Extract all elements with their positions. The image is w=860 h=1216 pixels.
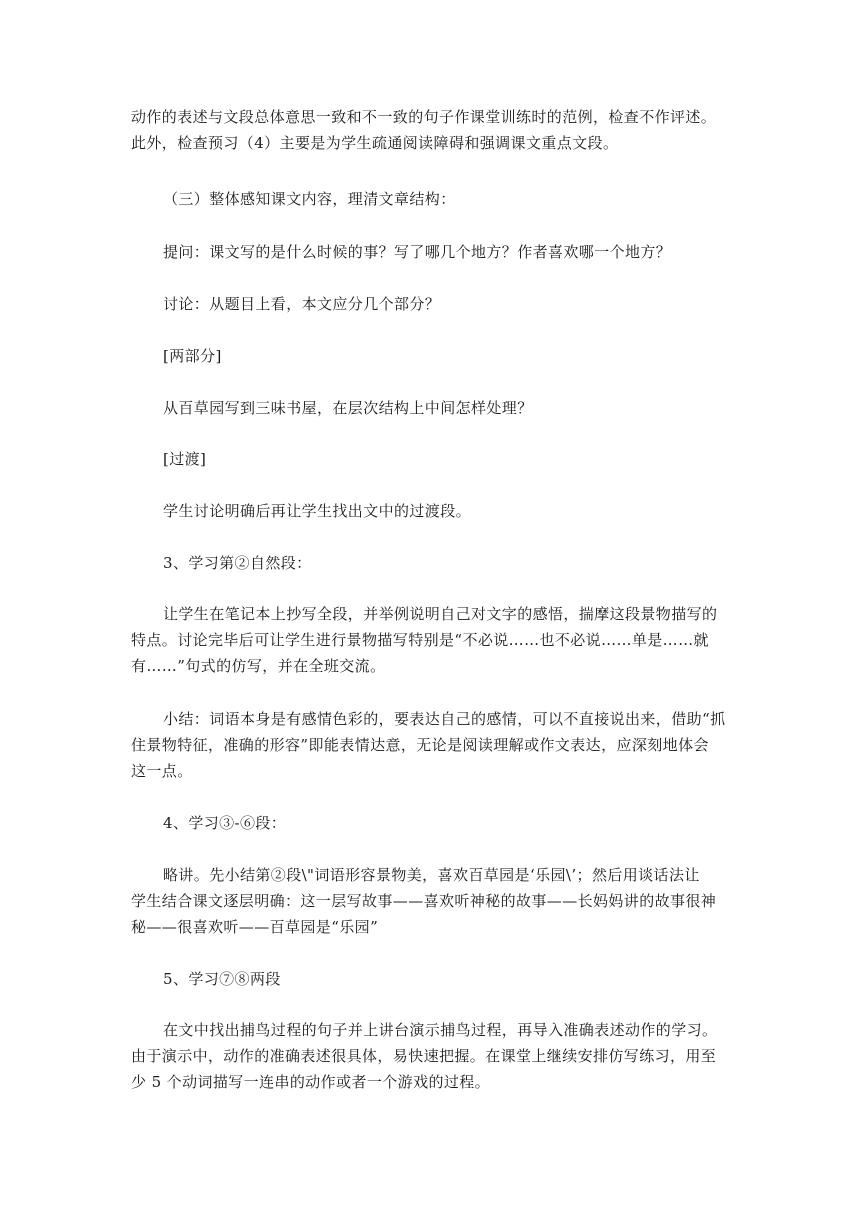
text-line: 略讲。先小结第②段\"词语形容景物美，喜欢百草园是‘乐园\’；然后用谈话法让 — [163, 866, 700, 884]
paragraph-find-transition — [131, 498, 731, 524]
text-line: 此外，检查预习（4）主要是为学生疏通阅读障碍和强调课文重点文段。 — [131, 134, 619, 152]
step3-heading — [131, 550, 731, 576]
text-line: 学生讨论明确后再让学生找出文中的过渡段。 — [163, 502, 472, 520]
text-line: 提问：课文写的是什么时候的事？写了哪几个地方？作者喜欢哪一个地方？ — [163, 243, 672, 261]
text-line: 秘——很喜欢听——百草园是“乐园” — [131, 918, 379, 936]
paragraph-question — [131, 239, 731, 265]
step4-body — [131, 862, 731, 940]
text-line: 由于演示中，动作的准确表述很具体，易快速把握。在课堂上继续安排仿写练习，用至 — [131, 1047, 717, 1065]
text-line: 从百草园写到三味书屋，在层次结构上中间怎样处理？ — [163, 399, 533, 417]
text-line: 住景物特征，准确的形容”即能表情达意，无论是阅读理解或作文表达，应深刻地体会 — [131, 736, 709, 754]
text-line: 5、学习⑦⑧两段 — [163, 970, 281, 988]
text-line: 在文中找出捕鸟过程的句子并上讲台演示捕鸟过程，再导入准确表述动作的学习。 — [163, 1021, 718, 1039]
text-line: 4、学习③-⑥段： — [163, 814, 287, 832]
text-line: （三）整体感知课文内容，理清文章结构： — [163, 190, 456, 208]
text-line: 特点。讨论完毕后可让学生进行景物描写特别是“不必说……也不必说……单是……就 — [131, 631, 709, 649]
text-line: [过渡] — [163, 450, 207, 468]
text-line: 这一点。 — [131, 762, 193, 780]
section-heading-overall-perception — [131, 186, 731, 212]
paragraph-preview-check — [131, 104, 731, 156]
text-line: [两部分] — [163, 347, 222, 365]
text-line: 少 5 个动词描写一连串的动作或者一个游戏的过程。 — [131, 1073, 491, 1091]
paragraph-transition-question — [131, 395, 731, 421]
text-line: 讨论：从题目上看，本文应分几个部分？ — [163, 295, 441, 313]
text-line: 有……”句式的仿写，并在全班交流。 — [131, 657, 386, 675]
step4-heading — [131, 810, 731, 836]
answer-transition — [131, 446, 731, 472]
summary-paragraph — [131, 706, 731, 784]
text-line: 让学生在笔记本上抄写全段，并举例说明自己对文字的感悟，揣摩这段景物描写的 — [163, 605, 718, 623]
text-line: 3、学习第②自然段： — [163, 554, 312, 572]
step3-body — [131, 601, 731, 679]
text-line: 小结：词语本身是有感情色彩的，要表达自己的感情，可以不直接说出来，借助“抓 — [163, 710, 726, 728]
step5-heading — [131, 966, 731, 992]
text-line: 动作的表述与文段总体意思一致和不一致的句子作课堂训练时的范例，检查不作评述。 — [131, 108, 717, 126]
answer-two-parts — [131, 343, 731, 369]
paragraph-discussion — [131, 291, 731, 317]
step5-body — [131, 1017, 731, 1095]
text-line: 学生结合课文逐层明确：这一层写故事——喜欢听神秘的故事——长妈妈讲的故事很神 — [131, 892, 717, 910]
